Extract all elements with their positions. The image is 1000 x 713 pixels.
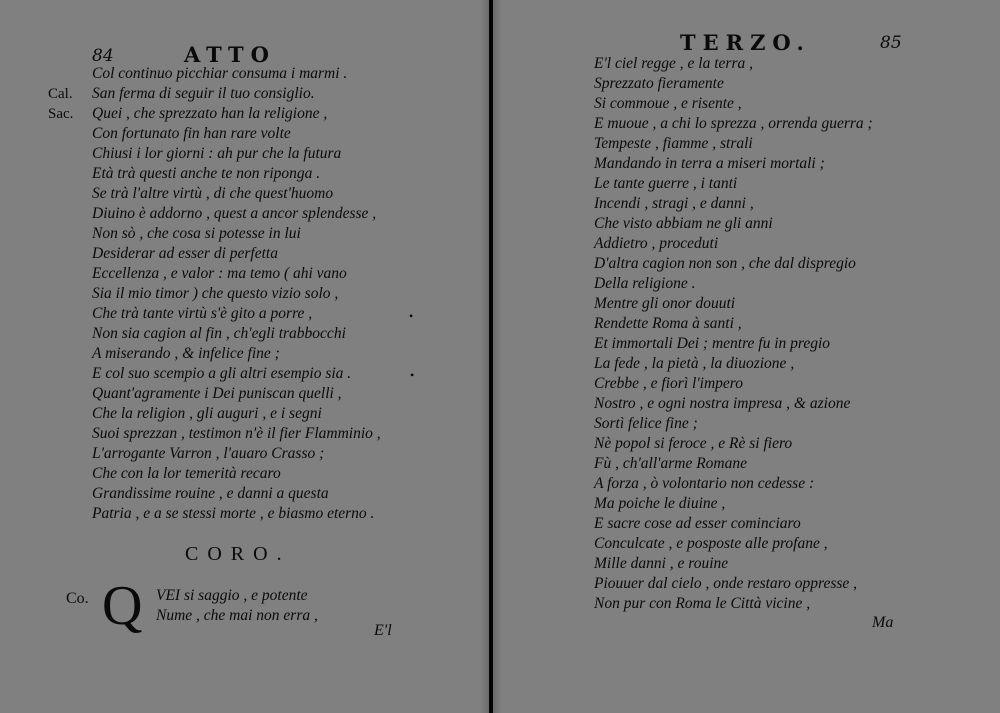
- verse-line: Mille danni , e rouine: [594, 555, 729, 572]
- verse-line: [92, 184, 381, 204]
- verse-text: A miserando , & infelice fine ;: [92, 345, 280, 362]
- verse-text: Desiderar ad esser di perfetta: [92, 245, 278, 262]
- chorus-speaker: Co.: [66, 590, 89, 607]
- verse-line: [92, 64, 381, 84]
- margin-mark: •: [410, 368, 415, 382]
- verse-line: [92, 464, 381, 484]
- right-page-number: 85: [880, 33, 902, 53]
- verse-line: Le tante guerre , i tanti: [594, 175, 738, 192]
- verse-text: E col suo scempio a gli altri esempio sia .: [92, 365, 352, 382]
- verse-text: Eccellenza , e valor : ma temo ( ahi vano: [92, 265, 347, 282]
- verse-line: Piouuer dal cielo , onde restaro oppresse ,: [594, 575, 858, 592]
- right-verse-block: [594, 54, 873, 614]
- verse-line: Conculcate , e posposte alle profane ,: [594, 535, 828, 552]
- verse-line: [92, 504, 381, 524]
- verse-line: E sacre cose ad esser cominciaro: [594, 515, 801, 532]
- speaker-label: Sac.: [48, 106, 74, 122]
- verse-line: [92, 424, 381, 444]
- verse-line: Mentre gli onor douuti: [594, 295, 736, 312]
- verse-text: Che trà tante virtù s'è gito a porre ,: [92, 305, 313, 322]
- chorus-verse-block: [156, 586, 318, 626]
- verse-line: Non pur con Roma le Città vicine ,: [594, 595, 811, 612]
- verse-line: Fù , ch'all'arme Romane: [594, 455, 747, 472]
- verse-text: Che la religion , gli auguri , e i segni: [92, 405, 322, 422]
- verse-text: Non sia cagion al fin , ch'egli trabbocchi: [92, 325, 346, 342]
- verse-line: Crebbe , e fiorì l'impero: [594, 375, 743, 392]
- verse-line: Ma poiche le diuine ,: [594, 495, 726, 512]
- verse-line: A forza , ò volontario non cedesse :: [594, 475, 815, 492]
- book-gutter: [489, 0, 493, 713]
- verse-text: Età trà questi anche te non riponga .: [92, 165, 321, 182]
- verse-line: Che visto abbiam ne gli anni: [594, 215, 773, 232]
- verse-line: [92, 144, 381, 164]
- verse-line: [92, 224, 381, 244]
- verse-text: Col continuo picchiar consuma i marmi .: [92, 65, 348, 82]
- verse-line: Mandando in terra a miseri mortali ;: [594, 155, 825, 172]
- left-running-title: ATTO: [184, 42, 276, 67]
- verse-line: [92, 484, 381, 504]
- verse-text: Quei , che sprezzato han la religione ,: [92, 105, 328, 122]
- chorus-line: VEI si saggio , e potente: [156, 587, 308, 604]
- verse-line: [48, 104, 381, 124]
- chorus-line: Nume , che mai non erra ,: [156, 607, 318, 624]
- right-catchword: Ma: [872, 614, 894, 631]
- right-page: [494, 0, 1000, 713]
- verse-line: Tempeste , fiamme , strali: [594, 135, 753, 152]
- verse-text: Se trà l'altre virtù , di che quest'huomo: [92, 185, 334, 202]
- verse-line: Si commoue , e risente ,: [594, 95, 742, 112]
- verse-text: Sia il mio timor ) che questo vizio solo ,: [92, 285, 339, 302]
- left-catchword: E'l: [374, 622, 392, 639]
- verse-line: Rendette Roma à santi ,: [594, 315, 742, 332]
- verse-line: Nostro , e ogni nostra impresa , & azione: [594, 395, 851, 412]
- verse-text: Con fortunato fin han rare volte: [92, 125, 291, 142]
- verse-text: Quant'agramente i Dei puniscan quelli ,: [92, 385, 342, 402]
- verse-text: L'arrogante Varron , l'auaro Crasso ;: [92, 445, 325, 462]
- verse-line: [92, 164, 381, 184]
- verse-line: [92, 404, 381, 424]
- verse-line: [92, 304, 381, 324]
- verse-line: E muoue , a chi lo sprezza , orrenda guerra ;: [594, 115, 873, 132]
- verse-text: Grandissime rouine , e danni a questa: [92, 485, 329, 502]
- verse-line: [92, 244, 381, 264]
- verse-text: Che con la lor temerità recaro: [92, 465, 281, 482]
- margin-mark: •: [409, 309, 414, 323]
- verse-line: La fede , la pietà , la diuozione ,: [594, 355, 795, 372]
- verse-line: Addietro , proceduti: [594, 235, 719, 252]
- right-running-title: TERZO.: [680, 30, 811, 55]
- verse-line: Sortì felice fine ;: [594, 415, 698, 432]
- left-verse-block: [48, 64, 381, 524]
- left-page-number: 84: [92, 46, 114, 66]
- verse-line: [92, 444, 381, 464]
- verse-text: Suoi sprezzan , testimon n'è il fier Flamminio ,: [92, 425, 381, 442]
- verse-text: Non sò , che cosa si potesse in lui: [92, 225, 301, 242]
- speaker-label: Cal.: [48, 86, 73, 102]
- verse-line: [92, 344, 381, 364]
- verse-line: [48, 84, 381, 104]
- verse-line: Nè popol si feroce , e Rè si fiero: [594, 435, 793, 452]
- verse-line: Della religione .: [594, 275, 696, 292]
- verse-line: [92, 324, 381, 344]
- verse-line: [92, 284, 381, 304]
- verse-text: Diuino è addorno , quest a ancor splendesse ,: [92, 205, 377, 222]
- verse-line: Et immortali Dei ; mentre fu in pregio: [594, 335, 831, 352]
- verse-line: Sprezzato fieramente: [594, 75, 724, 92]
- verse-line: [92, 264, 381, 284]
- left-page: [0, 0, 488, 713]
- verse-line: [92, 364, 381, 384]
- verse-line: E'l ciel regge , e la terra ,: [594, 55, 753, 72]
- verse-line: [92, 384, 381, 404]
- drop-cap: Q: [102, 575, 143, 637]
- verse-text: Chiusi i lor giorni : ah pur che la futura: [92, 145, 342, 162]
- verse-text: San ferma di seguir il tuo consiglio.: [92, 85, 315, 102]
- verse-line: D'altra cagion non son , che dal dispregio: [594, 255, 856, 272]
- verse-line: [92, 124, 381, 144]
- verse-line: [92, 204, 381, 224]
- chorus-heading: CORO.: [185, 543, 291, 565]
- verse-text: Patria , e a se stessi morte , e biasmo eterno .: [92, 505, 375, 522]
- verse-line: Incendi , stragi , e danni ,: [594, 195, 754, 212]
